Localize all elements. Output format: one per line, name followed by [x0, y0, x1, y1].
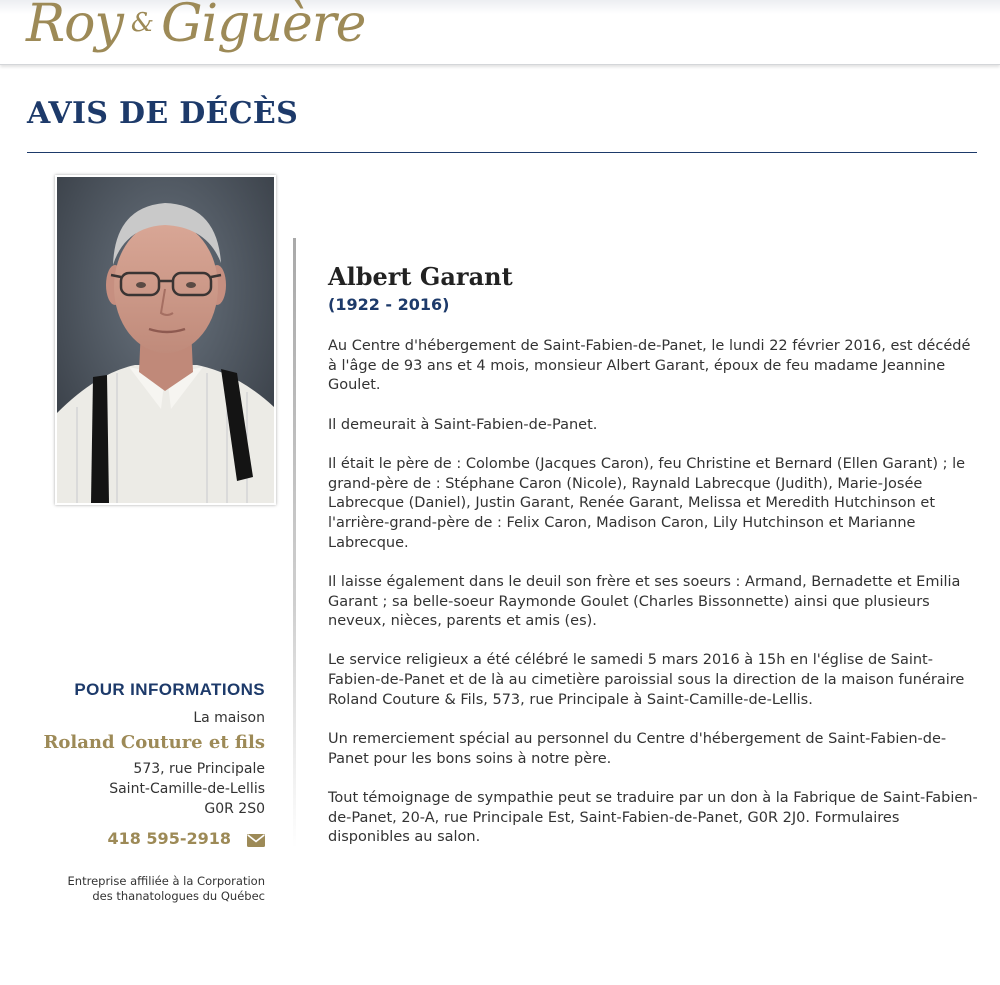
- postal-code: G0R 2S0: [204, 801, 265, 817]
- obituary-text: [328, 337, 978, 848]
- affiliation-line-2: des thanatologues du Québec: [92, 889, 265, 903]
- obituary-paragraph: Il était le père de : Colombe (Jacques Caron), feu Christine et Bernard (Ellen Garant) ; le grand-père de : Stéphane Caron (Nicole), Raynald Labrecque (Judith), Marie-Josée Labrecque (Daniel), Justin Garant, Renée Garant, Melissa et Meredith Hutchinson et l'arrière-grand-père de : Felix Caron, Madison Caron, Lily Hutchinson et Marianne Labrecque.: [328, 455, 966, 551]
- address-line-1: 573, rue Principale: [133, 761, 265, 777]
- site-header: [0, 0, 1000, 65]
- funeral-home-info: [30, 680, 265, 904]
- phone-link[interactable]: 418 595-2918: [107, 829, 231, 848]
- page-title: AVIS DE DÉCÈS: [27, 96, 299, 131]
- obituary-paragraph: Le service religieux a été célébré le samedi 5 mars 2016 à 15h en l'église de Saint-Fabien-de-Panet et de là au cimetière paroissial sous la direction de la maison funéraire Roland Couture & Fils, 573, rue Principale à Saint-Camille-de-Lellis.: [328, 652, 965, 708]
- vertical-divider: [293, 238, 296, 848]
- obituary-paragraph: Au Centre d'hébergement de Saint-Fabien-de-Panet, le lundi 22 février 2016, est décédé à l'âge de 93 ans et 4 mois, monsieur Albert Garant, époux de feu madame Jeannine Goulet.: [328, 338, 971, 394]
- obituary-paragraph: Il laisse également dans le deuil son frère et ses soeurs : Armand, Bernadette et Emilia Garant ; sa belle-soeur Raymonde Goulet (Charles Bissonnette) ainsi que plusieurs neveux, nièces, parents et amis (es).: [328, 573, 961, 630]
- affiliation-line-1: Entreprise affiliée à la Corporation: [67, 874, 265, 888]
- house-label: La maison: [193, 710, 265, 726]
- logo-text-left: Roy: [26, 0, 123, 54]
- logo-text-right: Giguère: [161, 0, 366, 54]
- life-years: (1922 - 2016): [328, 295, 450, 314]
- envelope-icon[interactable]: [247, 832, 265, 845]
- deceased-name: Albert Garant: [328, 262, 513, 291]
- funeral-home-address: [30, 759, 265, 819]
- title-divider: [27, 152, 977, 153]
- affiliation-note: [30, 874, 265, 904]
- obituary-paragraph: Tout témoignage de sympathie peut se traduire par un don à la Fabrique de Saint-Fabien-de-Panet, 20-A, rue Principale Est, Saint-Fabien-de-Panet, G0R 2J0. Formulaires disponibles au salon.: [328, 789, 978, 846]
- address-line-2: Saint-Camille-de-Lellis: [109, 781, 265, 797]
- obituary-paragraph: Il demeurait à Saint-Fabien-de-Panet.: [328, 416, 598, 433]
- contact-row: [30, 829, 265, 848]
- funeral-home-name: Roland Couture et fils: [43, 732, 265, 753]
- obituary-content: [328, 262, 978, 868]
- roy-giguere-logo[interactable]: [26, 0, 365, 54]
- deceased-portrait: [55, 175, 276, 505]
- info-heading: POUR INFORMATIONS: [74, 680, 265, 699]
- obituary-paragraph: Un remerciement spécial au personnel du Centre d'hébergement de Saint-Fabien-de-Panet pour les bons soins à notre père.: [328, 731, 947, 767]
- logo-ampersand: &: [130, 8, 153, 38]
